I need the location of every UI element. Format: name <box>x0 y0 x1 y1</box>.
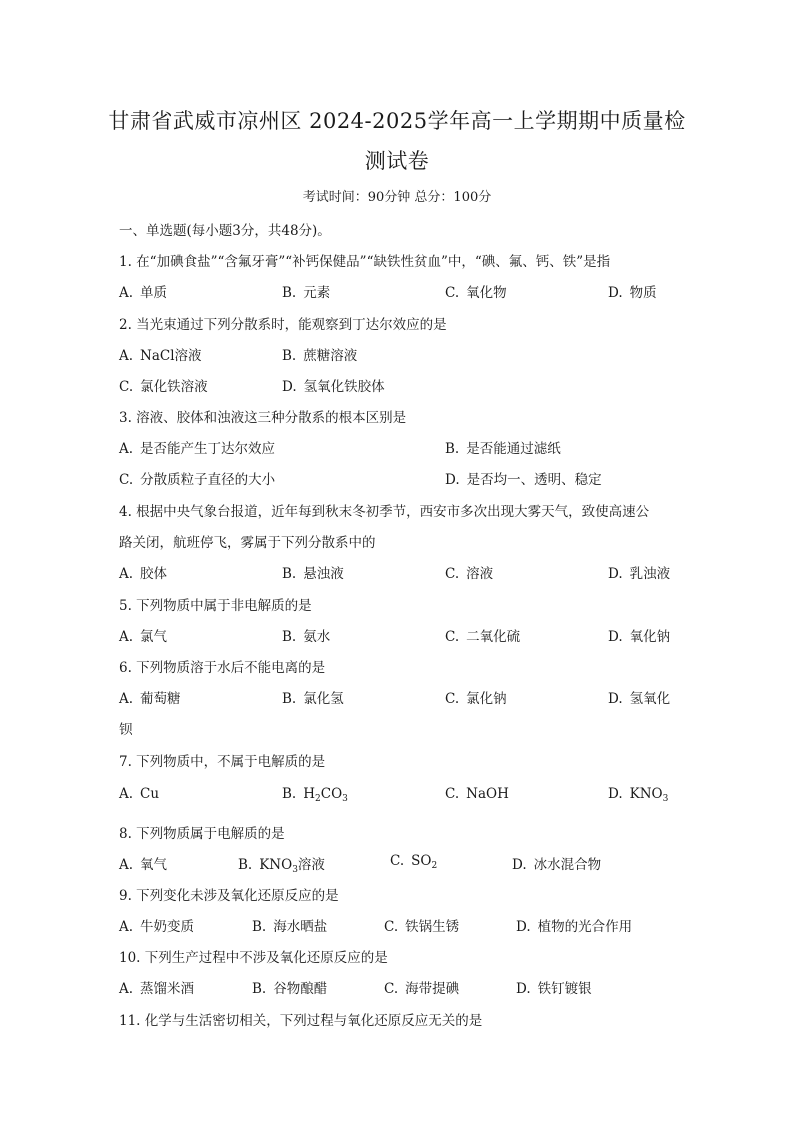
question-8-option-a: A. 氧气 <box>119 857 168 873</box>
question-6-option-a: A. 葡萄糖 <box>119 691 181 707</box>
question-7-stem: 7. 下列物质中，不属于电解质的是 <box>119 754 326 770</box>
question-10-option-c: C. 海带提碘 <box>384 981 460 997</box>
section-heading: 一、单选题(每小题3分，共48分)。 <box>119 223 331 239</box>
question-4-option-d: D. 乳浊液 <box>608 566 671 582</box>
question-9-option-d: D. 植物的光合作用 <box>516 919 633 935</box>
question-9-option-b: B. 海水晒盐 <box>252 919 328 935</box>
question-7-option-a: A. Cu <box>119 786 160 802</box>
question-9-option-c: C. 铁锅生锈 <box>384 919 460 935</box>
question-9-stem: 9. 下列变化未涉及氧化还原反应的是 <box>119 888 339 904</box>
question-5-option-a: A. 氯气 <box>119 629 168 645</box>
question-5-stem: 5. 下列物质中属于非电解质的是 <box>119 598 312 614</box>
question-4-option-b: B. 悬浊液 <box>282 566 344 582</box>
question-11-stem: 11. 化学与生活密切相关，下列过程与氧化还原反应无关的是 <box>119 1013 483 1029</box>
question-4-stem: 4. 根据中央气象台报道，近年每到秋末冬初季节，西安市多次出现大雾天气，致使高速公 <box>119 504 650 520</box>
question-6-stem: 6. 下列物质溶于水后不能电离的是 <box>119 660 326 676</box>
question-2-option-c: C. 氯化铁溶液 <box>119 379 208 395</box>
exam-title-line2: 测试卷 <box>364 149 430 173</box>
question-6-option-b: B. 氯化氢 <box>282 691 344 707</box>
question-1-option-b: B. 元素 <box>282 285 331 301</box>
question-3-option-d: D. 是否均一、透明、稳定 <box>445 472 602 488</box>
question-10-option-a: A. 蒸馏米酒 <box>119 981 195 997</box>
question-2-option-b: B. 蔗糖溶液 <box>282 348 358 364</box>
question-3-option-b: B. 是否能通过滤纸 <box>445 441 561 457</box>
question-7-option-b: B. $H_2CO_3$ <box>282 786 348 804</box>
question-1-stem: 1. 在“加碘食盐”“含氟牙膏”“补钙保健品”“缺铁性贫血”中，“碘、氟、钙、铁”是指 <box>119 254 611 270</box>
question-5-option-c: C. 二氧化硫 <box>445 629 521 645</box>
question-5-option-b: B. 氨水 <box>282 629 331 645</box>
question-10-option-d: D. 铁钉镀银 <box>516 981 592 997</box>
question-6-option-c: C. 氯化钠 <box>445 691 507 707</box>
exam-title-line1: 甘肃省武威市凉州区 2024-2025学年高一上学期期中质量检 <box>108 109 686 133</box>
question-1-option-a: A. 单质 <box>119 285 168 301</box>
question-2-option-d: D. 氢氧化铁胶体 <box>282 379 385 395</box>
question-6-option-d-wrap: 钡 <box>119 722 133 738</box>
question-7-option-c: C. NaOH <box>445 786 509 802</box>
question-1-option-c: C. 氧化物 <box>445 285 507 301</box>
question-3-stem: 3. 溶液、胶体和浊液这三种分散系的根本区别是 <box>119 410 407 426</box>
question-8-option-b: B. $KNO_3$溶液 <box>238 857 325 875</box>
question-6-option-d: D. 氢氧化 <box>608 691 671 707</box>
question-7-option-d: D. $KNO_3$ <box>608 786 669 804</box>
question-2-stem: 2. 当光束通过下列分散系时，能观察到丁达尔效应的是 <box>119 317 447 333</box>
question-8-option-d: D. 冰水混合物 <box>512 857 602 873</box>
question-1-option-d: D. 物质 <box>608 285 657 301</box>
question-9-option-a: A. 牛奶变质 <box>119 919 195 935</box>
question-10-stem: 10. 下列生产过程中不涉及氧化还原反应的是 <box>119 950 388 966</box>
question-10-option-b: B. 谷物酿醋 <box>252 981 328 997</box>
question-5-option-d: D. 氧化钠 <box>608 629 671 645</box>
question-8-option-c: C. $SO_2$ <box>390 853 438 871</box>
question-2-option-a: A. NaCl溶液 <box>119 348 202 364</box>
question-4-stem-continued: 路关闭，航班停飞，雾属于下列分散系中的 <box>119 535 376 551</box>
question-4-option-a: A. 胶体 <box>119 566 168 582</box>
question-3-option-a: A. 是否能产生丁达尔效应 <box>119 441 276 457</box>
question-3-option-c: C. 分散质粒子直径的大小 <box>119 472 276 488</box>
question-8-stem: 8. 下列物质属于电解质的是 <box>119 826 285 842</box>
exam-info: 考试时间：90分钟 总分：100分 <box>302 190 492 205</box>
question-4-option-c: C. 溶液 <box>445 566 494 582</box>
